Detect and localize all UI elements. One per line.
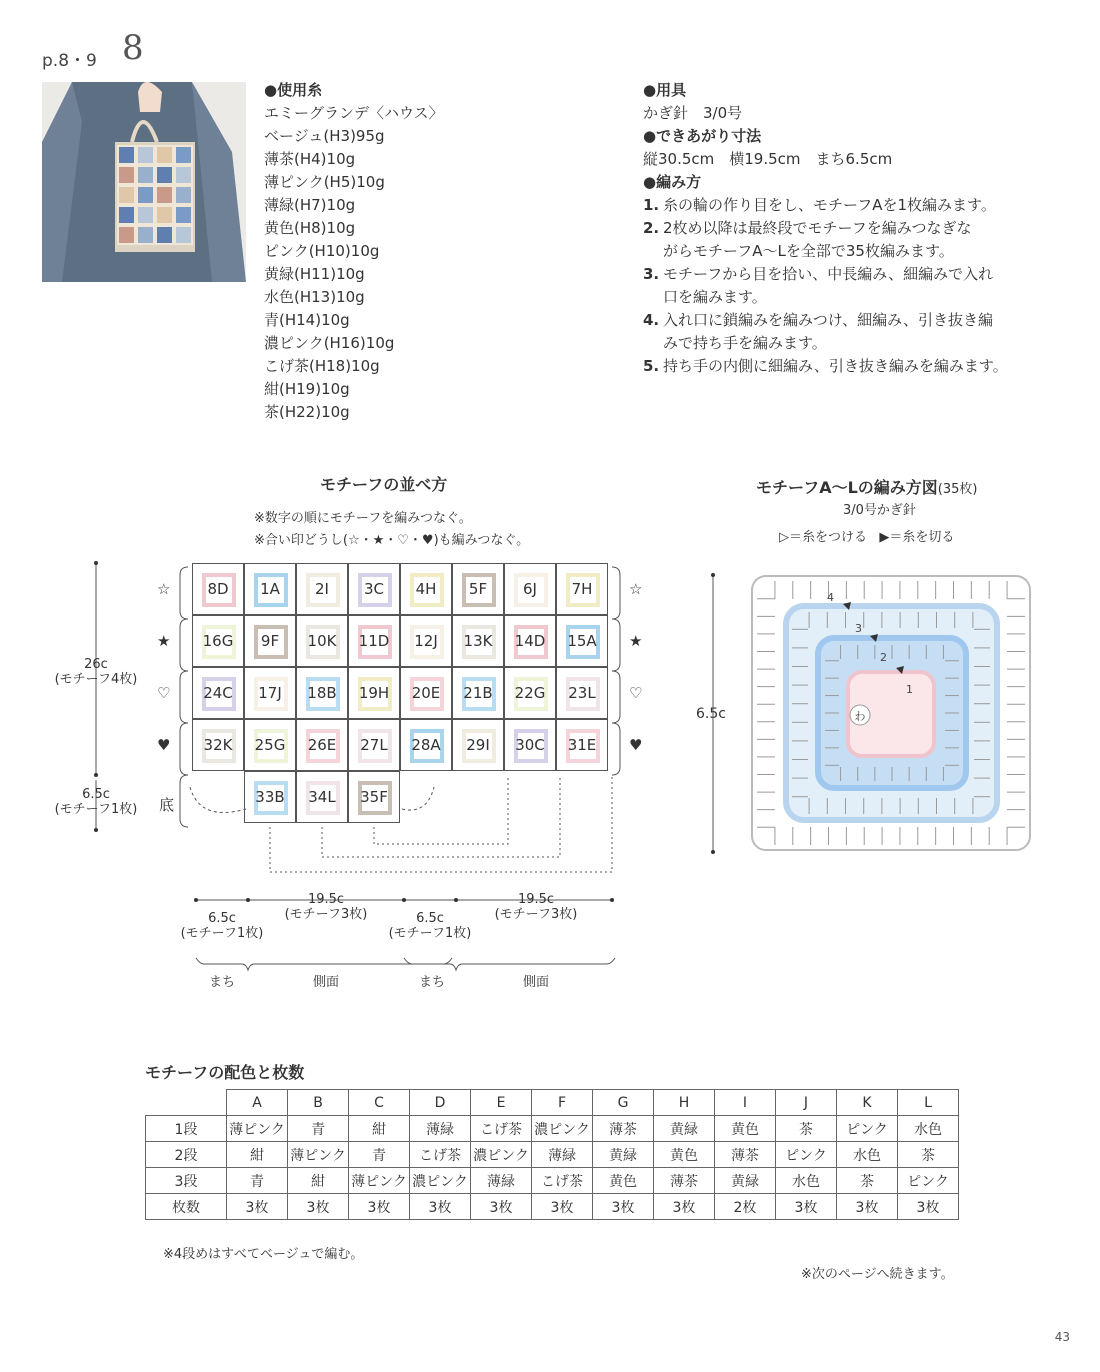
step-number: 2.: [643, 219, 660, 237]
motif-label: 32K: [203, 736, 233, 754]
table-column-header: E: [471, 1090, 532, 1116]
motif-label: 26E: [307, 736, 337, 754]
table-cell: 薄緑: [532, 1142, 593, 1168]
svg-text:1: 1: [906, 683, 913, 696]
stitch-chart-title-count: (35枚): [937, 482, 978, 497]
motif-label: 28A: [411, 736, 441, 754]
label-gusset-1: まち: [208, 975, 235, 990]
yarn-item: ベージュ(H3)95g: [264, 127, 385, 145]
table-column-header: J: [776, 1090, 837, 1116]
table-cell: 黄色: [593, 1168, 654, 1194]
continued-note: ※次のページへ続きます。: [801, 1267, 954, 1282]
motif-label: 27L: [360, 736, 388, 754]
motif-label: 29I: [466, 736, 490, 754]
step-text: 口を編みます。: [663, 288, 767, 306]
label-gusset-2: まち: [418, 975, 445, 990]
color-table: [145, 1089, 959, 1220]
motif-label: 34L: [308, 788, 336, 806]
motif-label: 6J: [523, 580, 537, 598]
table-cell: 3枚: [776, 1194, 837, 1220]
table-cell: 濃ピンク: [532, 1116, 593, 1142]
width-side-value: 19.5c: [517, 892, 555, 907]
stitch-chart-diagram: [700, 560, 1040, 860]
table-cell: 薄緑: [471, 1168, 532, 1194]
yarn-item: ピンク(H10)10g: [264, 242, 380, 260]
method-heading: ●編み方: [643, 173, 702, 191]
table-cell: 薄緑: [410, 1116, 471, 1142]
table-cell: 茶: [837, 1168, 898, 1194]
table-column-header: H: [654, 1090, 715, 1116]
table-cell: こげ茶: [410, 1142, 471, 1168]
motif-label: 18B: [307, 684, 337, 702]
motif-label: 31E: [567, 736, 597, 754]
yarn-item: 黄緑(H11)10g: [264, 265, 365, 283]
attach-yarn-icon: ▷: [779, 530, 789, 545]
motif-label: 1A: [260, 580, 280, 598]
table-cell: 3枚: [654, 1194, 715, 1220]
table-cell: 黄緑: [593, 1142, 654, 1168]
height-bottom-dimension: [50, 787, 142, 817]
yarn-item: 紺(H19)10g: [264, 380, 350, 398]
table-column-header: G: [593, 1090, 654, 1116]
step-text: みで持ち手を編みます。: [663, 334, 827, 352]
table-column-header: D: [410, 1090, 471, 1116]
table-cell: こげ茶: [471, 1116, 532, 1142]
table-cell: ピンク: [837, 1116, 898, 1142]
table-cell: 紺: [349, 1116, 410, 1142]
motif-label: 30C: [515, 736, 545, 754]
motif-label: 35F: [360, 788, 388, 806]
cut-yarn-icon: ▶: [879, 530, 890, 545]
join-mark: ★: [629, 632, 643, 650]
table-cell: 水色: [837, 1142, 898, 1168]
join-mark: ☆: [157, 580, 171, 598]
yarn-item: 薄緑(H7)10g: [264, 196, 356, 214]
table-row-header: 3段: [146, 1168, 227, 1194]
motif-label: 5F: [468, 580, 488, 598]
motif-label: 8D: [207, 580, 229, 598]
table-column-header: A: [227, 1090, 288, 1116]
table-row: [146, 1142, 959, 1168]
table-cell: 青: [288, 1116, 349, 1142]
color-table-title: モチーフの配色と枚数: [145, 1063, 305, 1082]
join-mark: ♡: [157, 684, 171, 702]
table-row-header: 1段: [146, 1116, 227, 1142]
bottom-label: 底: [159, 796, 175, 814]
width-side-dimension-1: [276, 892, 376, 922]
stitch-chart-title: [756, 475, 977, 498]
join-mark: ☆: [629, 580, 643, 598]
yarn-item: 青(H14)10g: [264, 311, 350, 329]
motif-label: 14D: [514, 632, 546, 650]
table-cell: 薄茶: [654, 1168, 715, 1194]
height-main-dimension: [50, 657, 142, 687]
table-cell: 濃ピンク: [471, 1142, 532, 1168]
width-gusset-dimension-1: [174, 911, 270, 941]
table-cell: 薄ピンク: [349, 1168, 410, 1194]
chart-size-label: 6.5c: [696, 706, 726, 722]
motif-label: 20E: [411, 684, 441, 702]
motif-label: 3C: [363, 580, 385, 598]
table-cell: 青: [227, 1168, 288, 1194]
table-column-header: C: [349, 1090, 410, 1116]
table-cell: 茶: [776, 1116, 837, 1142]
width-side-sub: (モチーフ3枚): [284, 907, 368, 922]
table-cell: 3枚: [837, 1194, 898, 1220]
stitch-chart-title-text: モチーフA～Lの編み方図: [756, 478, 938, 497]
layout-title: モチーフの並べ方: [320, 475, 448, 494]
page-number: 43: [1054, 1330, 1070, 1344]
yarn-brand: エミーグランデ〈ハウス〉: [264, 104, 444, 122]
table-row: [146, 1168, 959, 1194]
table-cell: 薄ピンク: [227, 1116, 288, 1142]
step-text: 入れ口に鎖編みを編みつけ、細編み、引き抜き編: [663, 311, 994, 329]
label-side-2: 側面: [522, 975, 549, 990]
svg-text:2: 2: [880, 651, 887, 664]
table-cell: 黄色: [654, 1142, 715, 1168]
table-row: [146, 1194, 959, 1220]
yarn-item: 薄ピンク(H5)10g: [264, 173, 385, 191]
table-cell: 薄茶: [715, 1142, 776, 1168]
table-row-header: 枚数: [146, 1194, 227, 1220]
color-table-note: ※4段めはすべてベージュで編む。: [163, 1247, 364, 1262]
size-heading: ●できあがり寸法: [643, 127, 762, 145]
motif-label: 4H: [415, 580, 437, 598]
layout-note-2: ※合い印どうし(☆・★・♡・♥)も編みつなぐ。: [254, 533, 530, 548]
yarn-item: 濃ピンク(H16)10g: [264, 334, 395, 352]
motif-label: 17J: [258, 684, 282, 702]
width-gusset-value: 6.5c: [416, 911, 444, 926]
height-main-sub: (モチーフ4枚): [54, 672, 138, 687]
join-mark: ♡: [629, 684, 643, 702]
table-cell: 3枚: [349, 1194, 410, 1220]
motif-label: 10K: [307, 632, 337, 650]
yarn-item: 茶(H22)10g: [264, 403, 350, 421]
table-cell: ピンク: [776, 1142, 837, 1168]
motif-label: 15A: [567, 632, 597, 650]
label-side-1: 側面: [312, 975, 339, 990]
table-cell: 3枚: [288, 1194, 349, 1220]
motif-label: 2I: [315, 580, 329, 598]
step-text: 持ち手の内側に細編み、引き抜き編みを編みます。: [663, 357, 1008, 375]
motif-label: 24C: [203, 684, 233, 702]
step-number: 5.: [643, 357, 660, 375]
width-gusset-sub: (モチーフ1枚): [388, 926, 472, 941]
yarn-item: こげ茶(H18)10g: [264, 357, 380, 375]
table-cell: 青: [349, 1142, 410, 1168]
motif-label: 12J: [414, 632, 438, 650]
table-column-header: F: [532, 1090, 593, 1116]
table-cell: 水色: [898, 1116, 959, 1142]
table-cell: 黄緑: [654, 1116, 715, 1142]
width-side-value: 19.5c: [307, 892, 345, 907]
table-cell: 3枚: [898, 1194, 959, 1220]
motif-label: 9F: [260, 632, 280, 650]
width-gusset-dimension-2: [382, 911, 478, 941]
svg-text:3: 3: [855, 622, 862, 635]
stitch-chart-hook: 3/0号かぎ針: [843, 503, 916, 518]
step-number: 4.: [643, 311, 660, 329]
table-row: [146, 1116, 959, 1142]
stitch-chart-legend: [779, 526, 954, 545]
table-cell: 薄ピンク: [288, 1142, 349, 1168]
height-bottom-value: 6.5c: [82, 787, 110, 802]
height-main-value: 26c: [84, 657, 108, 672]
yarn-heading: ●使用糸: [264, 81, 323, 99]
step-text: がらモチーフA～Lを全部で35枚編みます。: [663, 242, 954, 260]
size-text: 縦30.5cm 横19.5cm まち6.5cm: [643, 150, 893, 168]
table-column-header: L: [898, 1090, 959, 1116]
step-number: 1.: [643, 196, 660, 214]
table-cell: こげ茶: [532, 1168, 593, 1194]
table-cell: 黄緑: [715, 1168, 776, 1194]
step-text: モチーフから目を拾い、中長編み、細編みで入れ: [663, 265, 994, 283]
table-column-header: B: [288, 1090, 349, 1116]
motif-label: 16G: [202, 632, 234, 650]
table-cell: 紺: [288, 1168, 349, 1194]
table-cell: 紺: [227, 1142, 288, 1168]
yarn-item: 水色(H13)10g: [264, 288, 365, 306]
table-cell: 濃ピンク: [410, 1168, 471, 1194]
table-row-header: 2段: [146, 1142, 227, 1168]
page-reference: p.8・9: [42, 51, 97, 71]
layout-note-1: ※数字の順にモチーフを編みつなぐ。: [254, 511, 472, 526]
width-side-sub: (モチーフ3枚): [494, 907, 578, 922]
table-cell: 2枚: [715, 1194, 776, 1220]
yarn-item: 黄色(H8)10g: [264, 219, 356, 237]
table-corner: [146, 1090, 227, 1116]
table-cell: 3枚: [532, 1194, 593, 1220]
motif-label: 21B: [463, 684, 493, 702]
table-column-header: I: [715, 1090, 776, 1116]
tools-heading: ●用具: [643, 81, 687, 99]
step-text: 糸の輪の作り目をし、モチーフAを1枚編みます。: [663, 196, 996, 214]
table-cell: 3枚: [227, 1194, 288, 1220]
table-cell: 薄茶: [593, 1116, 654, 1142]
width-gusset-sub: (モチーフ1枚): [180, 926, 264, 941]
width-gusset-value: 6.5c: [208, 911, 236, 926]
yarn-item: 薄茶(H4)10g: [264, 150, 356, 168]
motif-label: 23L: [568, 684, 596, 702]
pattern-number: 8: [122, 28, 144, 68]
join-mark: ★: [157, 632, 171, 650]
motif-label: 33B: [255, 788, 285, 806]
legend-attach-text: ＝糸をつける: [789, 530, 868, 545]
svg-text:わ: わ: [854, 710, 866, 723]
table-cell: 水色: [776, 1168, 837, 1194]
motif-label: 19H: [358, 684, 390, 702]
table-header-row: [146, 1090, 959, 1116]
step-text: 2枚め以降は最終段でモチーフを編みつなぎな: [663, 219, 972, 237]
svg-text:4: 4: [827, 591, 834, 604]
motif-label: 22G: [514, 684, 546, 702]
table-cell: 3枚: [471, 1194, 532, 1220]
table-cell: 茶: [898, 1142, 959, 1168]
height-bottom-sub: (モチーフ1枚): [54, 802, 138, 817]
motif-label: 25G: [254, 736, 286, 754]
join-mark: ♥: [629, 736, 643, 754]
motif-label: 7H: [571, 580, 593, 598]
tools-text: かぎ針 3/0号: [643, 104, 743, 122]
table-cell: 3枚: [410, 1194, 471, 1220]
table-cell: 黄色: [715, 1116, 776, 1142]
table-cell: 3枚: [593, 1194, 654, 1220]
motif-label: 13K: [463, 632, 493, 650]
table-cell: ピンク: [898, 1168, 959, 1194]
table-column-header: K: [837, 1090, 898, 1116]
legend-cut-text: ＝糸を切る: [889, 530, 955, 545]
join-mark: ♥: [157, 736, 171, 754]
motif-label: 11D: [358, 632, 390, 650]
step-number: 3.: [643, 265, 660, 283]
width-side-dimension-2: [486, 892, 586, 922]
